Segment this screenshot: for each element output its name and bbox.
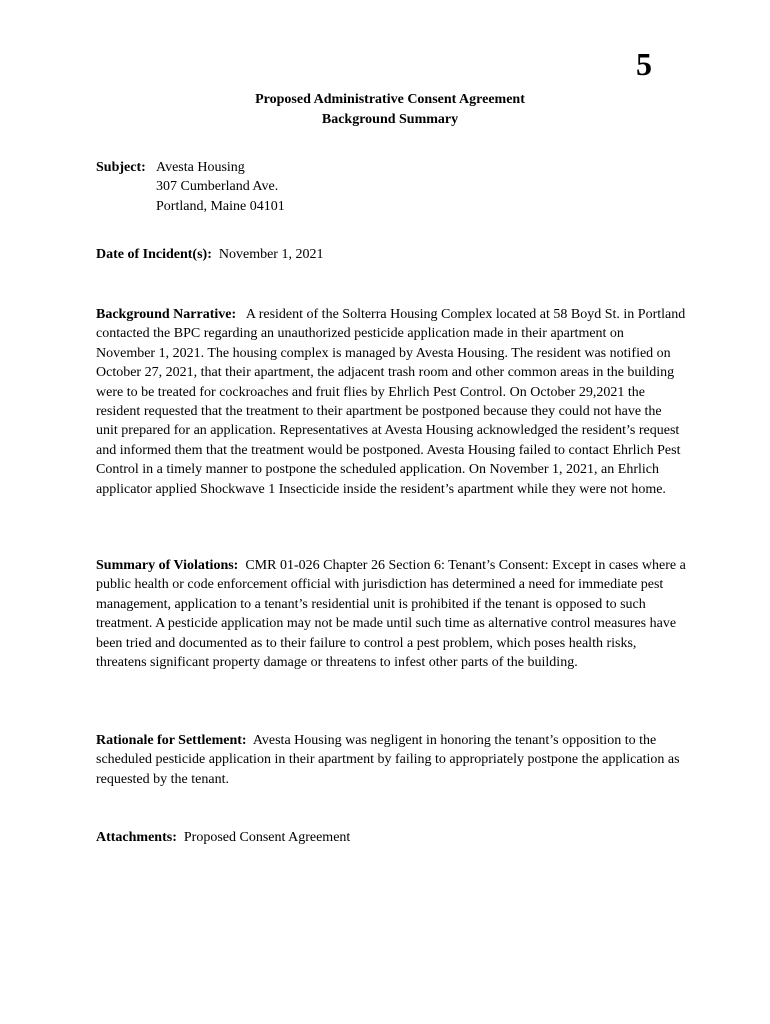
title-line-2: Background Summary <box>321 112 459 127</box>
rationale-for-settlement-text: Avesta Housing was negligent in honoring the tenant’s opposition to the scheduled pesticide application in their apartment by failing to appropriately postpone the application as requested by the tenant. <box>96 733 680 787</box>
date-of-incident-label: Date of Incident(s): <box>96 247 212 262</box>
page-number: 5 <box>636 46 652 82</box>
title-line-1: Proposed Administrative Consent Agreement <box>255 92 525 107</box>
attachments-section <box>96 828 686 847</box>
background-narrative-label: Background Narrative: <box>96 307 237 322</box>
summary-of-violations-label: Summary of Violations: <box>96 558 239 573</box>
subject-label: Subject: <box>96 160 146 175</box>
subject-section <box>96 158 686 216</box>
rationale-for-settlement-label: Rationale for Settlement: <box>96 733 247 748</box>
rationale-for-settlement-section <box>96 731 686 789</box>
subject-address-line: Portland, Maine 04101 <box>156 198 285 214</box>
date-of-incident-value: November 1, 2021 <box>218 247 324 262</box>
date-of-incident-section <box>96 245 686 264</box>
subject-address-line: 307 Cumberland Ave. <box>156 179 279 195</box>
subject-address-line: Avesta Housing <box>156 160 245 175</box>
attachments-value: Proposed Consent Agreement <box>183 830 351 845</box>
summary-of-violations-section <box>96 556 686 672</box>
subject-address <box>156 158 285 216</box>
summary-of-violations-text: CMR 01-026 Chapter 26 Section 6: Tenant’s Consent: Except in cases where a public health or code enforcement official with jurisdiction has determined a need for immediate pest management, application to a tenant’s residential unit is prohibited if the tenant is opposed to such treatment. A pesticide application may not be made until such time as alternative control measures have been tried and documented as to their failure to control a pest problem, which poses health risks, threatens significant property damage or threatens to infest other parts of the building. <box>96 558 686 671</box>
background-narrative-section <box>96 305 686 499</box>
document-title <box>0 90 770 130</box>
background-narrative-text: A resident of the Solterra Housing Complex located at 58 Boyd St. in Portland contacted the BPC regarding an unauthorized pesticide application made in their apartment on November 1, 2021. The housing complex is managed by Avesta Housing. The resident was notified on October 27, 2021, that their apartment, the adjacent trash room and other common areas in the building were to be treated for cockroaches and fruit flies by Ehrlich Pest Control. On October 29,2021 the resident requested that the treatment to their apartment be postponed because they could not have the unit prepared for an application. Representatives at Avesta Housing acknowledged the resident’s request and informed them that the treatment would be postponed. Avesta Housing failed to contact Ehrlich Pest Control in a timely manner to postpone the scheduled application. On November 1, 2021, an Ehrlich applicator applied Shockwave 1 Insecticide inside the resident’s apartment while they were not home. <box>96 307 686 497</box>
attachments-label: Attachments: <box>96 830 177 845</box>
